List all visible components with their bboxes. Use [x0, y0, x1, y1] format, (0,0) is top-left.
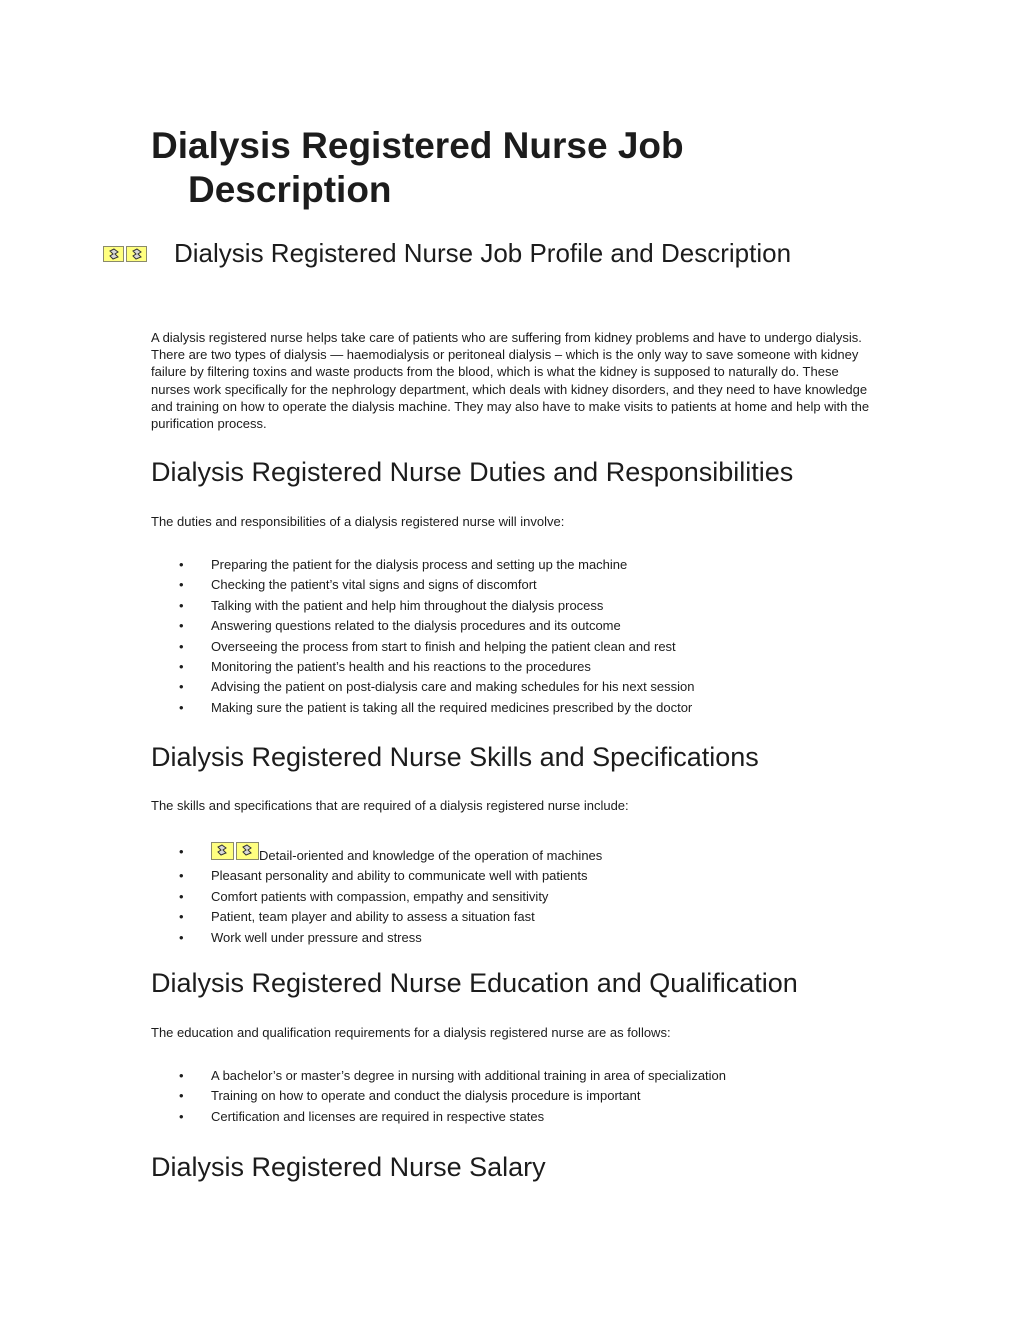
bullet: • [179, 638, 184, 654]
bullet: • [179, 1108, 184, 1124]
section-heading-skills: Dialysis Registered Nurse Skills and Specifications [151, 742, 759, 772]
list-item: • Certification and licenses are required in respective states [151, 1107, 726, 1127]
section-heading-duties: Dialysis Registered Nurse Duties and Responsibilities [151, 457, 794, 487]
bullet: • [179, 597, 184, 613]
section-heading-salary: Dialysis Registered Nurse Salary [151, 1152, 546, 1182]
list-item: • Checking the patient’s vital signs and signs of discomfort [151, 575, 694, 595]
section-lead-skills: The skills and specifications that are required of a dialysis registered nurse include: [151, 798, 629, 813]
list-item: • Pleasant personality and ability to communicate well with patients [151, 866, 602, 886]
education-list [151, 1066, 726, 1127]
image-placeholder-left [211, 842, 234, 860]
broken-image-icon [151, 236, 174, 271]
bullet: • [179, 888, 184, 904]
list-item: • A bachelor’s or master’s degree in nursing with additional training in area of specialization [151, 1066, 726, 1086]
list-item: • Training on how to operate and conduct the dialysis procedure is important [151, 1086, 726, 1106]
bullet: • [179, 659, 184, 675]
bullet: • [179, 618, 184, 634]
bullet: • [179, 844, 184, 859]
bullet: • [179, 1088, 184, 1104]
bullet: • [179, 909, 184, 925]
list-item: • Advising the patient on post-dialysis care and making schedules for his next session [151, 677, 694, 697]
list-item: • Work well under pressure and stress [151, 928, 602, 948]
intro-paragraph: A dialysis registered nurse helps take care of patients who are suffering from kidney problems and have to undergo dialysis. There are two types of dialysis — haemodialysis or peritoneal dialysis – which is the only way to save someone with kidney failure by filtering toxins and waste products from the blood, which is what the kidney is supposed to naturally do. These nurses work specifically for the nephrology department, which deals with kidney disorders, and they need to have knowledge and training on how to operate the dialysis machine. They may also have to make visits to patients at home and help with the purification process. [151, 330, 870, 432]
bullet: • [179, 679, 184, 695]
list-item: • Talking with the patient and help him throughout the dialysis process [151, 596, 694, 616]
section-lead-education: The education and qualification requirements for a dialysis registered nurse are as follows: [151, 1025, 671, 1040]
section-lead-duties: The duties and responsibilities of a dialysis registered nurse will involve: [151, 514, 565, 529]
page-subtitle [151, 236, 899, 271]
list-item: • Answering questions related to the dialysis procedures and its outcome [151, 616, 694, 636]
duties-list [151, 555, 694, 718]
bullet: • [179, 699, 184, 715]
bullet: • [179, 1068, 184, 1083]
image-placeholder-left [103, 246, 124, 262]
subtitle-text: Dialysis Registered Nurse Job Profile and Description [174, 238, 792, 268]
page-title: Dialysis Registered Nurse Job Description [151, 125, 684, 210]
list-item: • Patient, team player and ability to assess a situation fast [151, 907, 602, 927]
bullet: • [179, 868, 184, 884]
bullet: • [179, 929, 184, 945]
list-item: • Comfort patients with compassion, empathy and sensitivity [151, 887, 602, 907]
list-item: • Overseeing the process from start to finish and helping the patient clean and rest [151, 637, 694, 657]
bullet: • [179, 557, 184, 572]
broken-image-icon [211, 842, 259, 866]
skills-list [151, 842, 602, 948]
bullet: • [179, 577, 184, 593]
list-item: • Making sure the patient is taking all the required medicines prescribed by the doctor [151, 698, 694, 718]
list-item: • Monitoring the patient’s health and his reactions to the procedures [151, 657, 694, 677]
image-placeholder-right [236, 842, 259, 860]
list-item: • Preparing the patient for the dialysis process and setting up the machine [151, 555, 694, 575]
list-item: • Detail-oriented and knowledge of the operation of machines [151, 842, 602, 866]
image-placeholder-right [126, 246, 147, 262]
section-heading-education: Dialysis Registered Nurse Education and Qualification [151, 968, 798, 998]
